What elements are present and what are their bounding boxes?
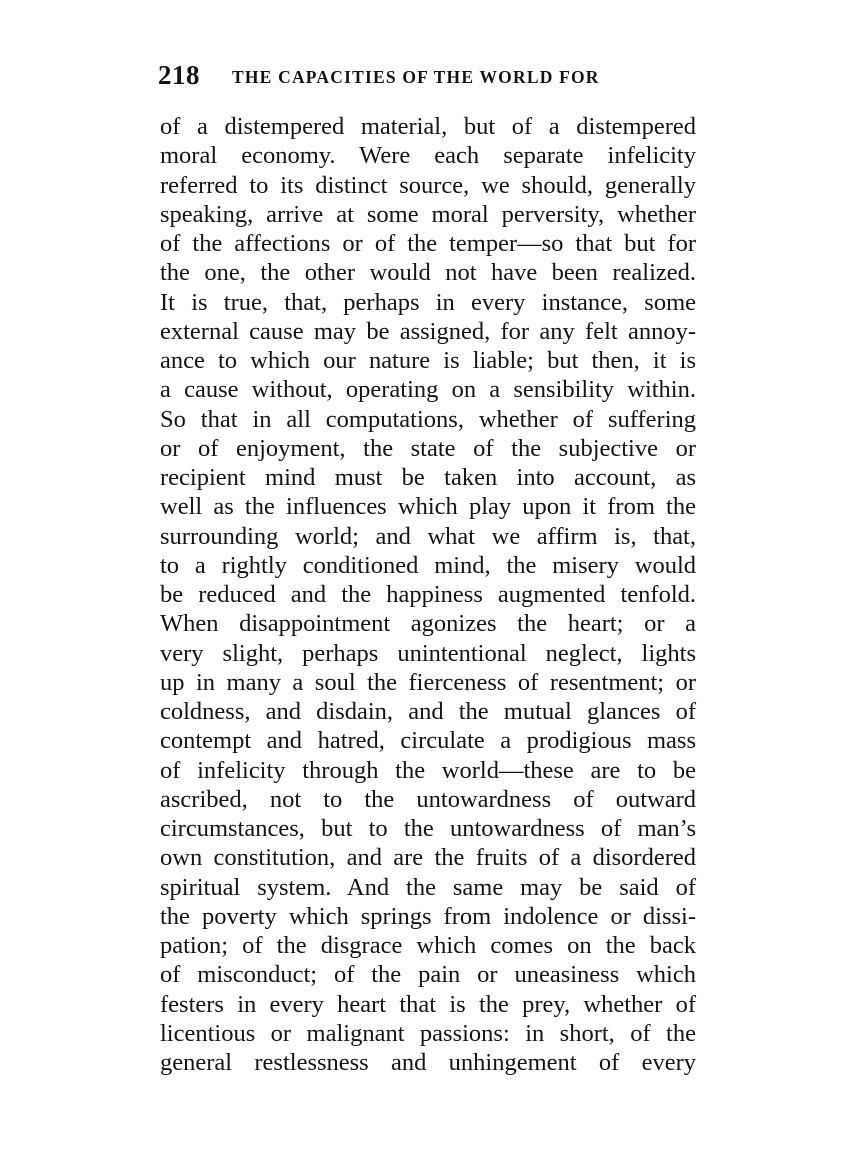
text-line: It is true, that, perhaps in every instance, some	[160, 288, 696, 316]
page-number: 218	[158, 60, 200, 90]
running-head	[158, 60, 698, 96]
text-line: ance to which our nature is liable; but then, it is	[160, 347, 696, 374]
text-line: pation; of the disgrace which comes on the back	[160, 932, 696, 959]
text-line: the one, the other would not have been realized.	[160, 259, 696, 287]
text-line: circumstances, but to the untowardness of man’s	[160, 815, 696, 842]
text-line: spiritual system. And the same may be said of	[160, 873, 696, 901]
text-line: festers in every heart that is the prey, whether of	[160, 990, 696, 1018]
text-line: a cause without, operating on a sensibility within.	[160, 376, 696, 404]
text-line: moral economy. Were each separate infelicity	[160, 142, 696, 170]
running-title: THE CAPACITIES OF THE WORLD FOR	[232, 67, 600, 87]
text-line: contempt and hatred, circulate a prodigious mass	[160, 727, 696, 755]
text-line: to a rightly conditioned mind, the misery would	[160, 551, 696, 579]
text-line: ascribed, not to the untowardness of outward	[160, 785, 696, 813]
text-line: the poverty which springs from indolence or dissi-	[160, 902, 696, 930]
text-line: own constitution, and are the fruits of a disordered	[160, 844, 696, 872]
text-line: surrounding world; and what we affirm is, that,	[160, 522, 696, 550]
text-line: or of enjoyment, the state of the subjective or	[160, 434, 696, 462]
text-line: general restlessness and unhingement of every	[160, 1049, 696, 1076]
text-line: very slight, perhaps unintentional neglect, lights	[160, 639, 696, 667]
text-line: coldness, and disdain, and the mutual glances of	[160, 698, 696, 725]
body-paragraph	[160, 112, 696, 1077]
text-line: of misconduct; of the pain or uneasiness which	[160, 961, 696, 989]
text-line: So that in all computations, whether of suffering	[160, 405, 696, 433]
text-line: be reduced and the happiness augmented tenfold.	[160, 581, 696, 608]
text-line: of the affections or of the temper—so that but for	[160, 230, 696, 257]
text-line: licentious or malignant passions: in short, of the	[160, 1019, 696, 1047]
text-line: of a distempered material, but of a distempered	[160, 113, 696, 140]
text-line: of infelicity through the world—these are to be	[160, 756, 696, 784]
text-line: speaking, arrive at some moral perversity, whether	[160, 200, 696, 228]
text-line: recipient mind must be taken into account, as	[160, 464, 696, 491]
text-line: When disappointment agonizes the heart; or a	[160, 610, 696, 638]
text-line: up in many a soul the fierceness of resentment; or	[160, 668, 696, 696]
text-line: well as the influences which play upon it from the	[160, 493, 696, 521]
text-line: referred to its distinct source, we should, generally	[160, 171, 696, 199]
text-line: external cause may be assigned, for any felt annoy-	[160, 317, 696, 345]
